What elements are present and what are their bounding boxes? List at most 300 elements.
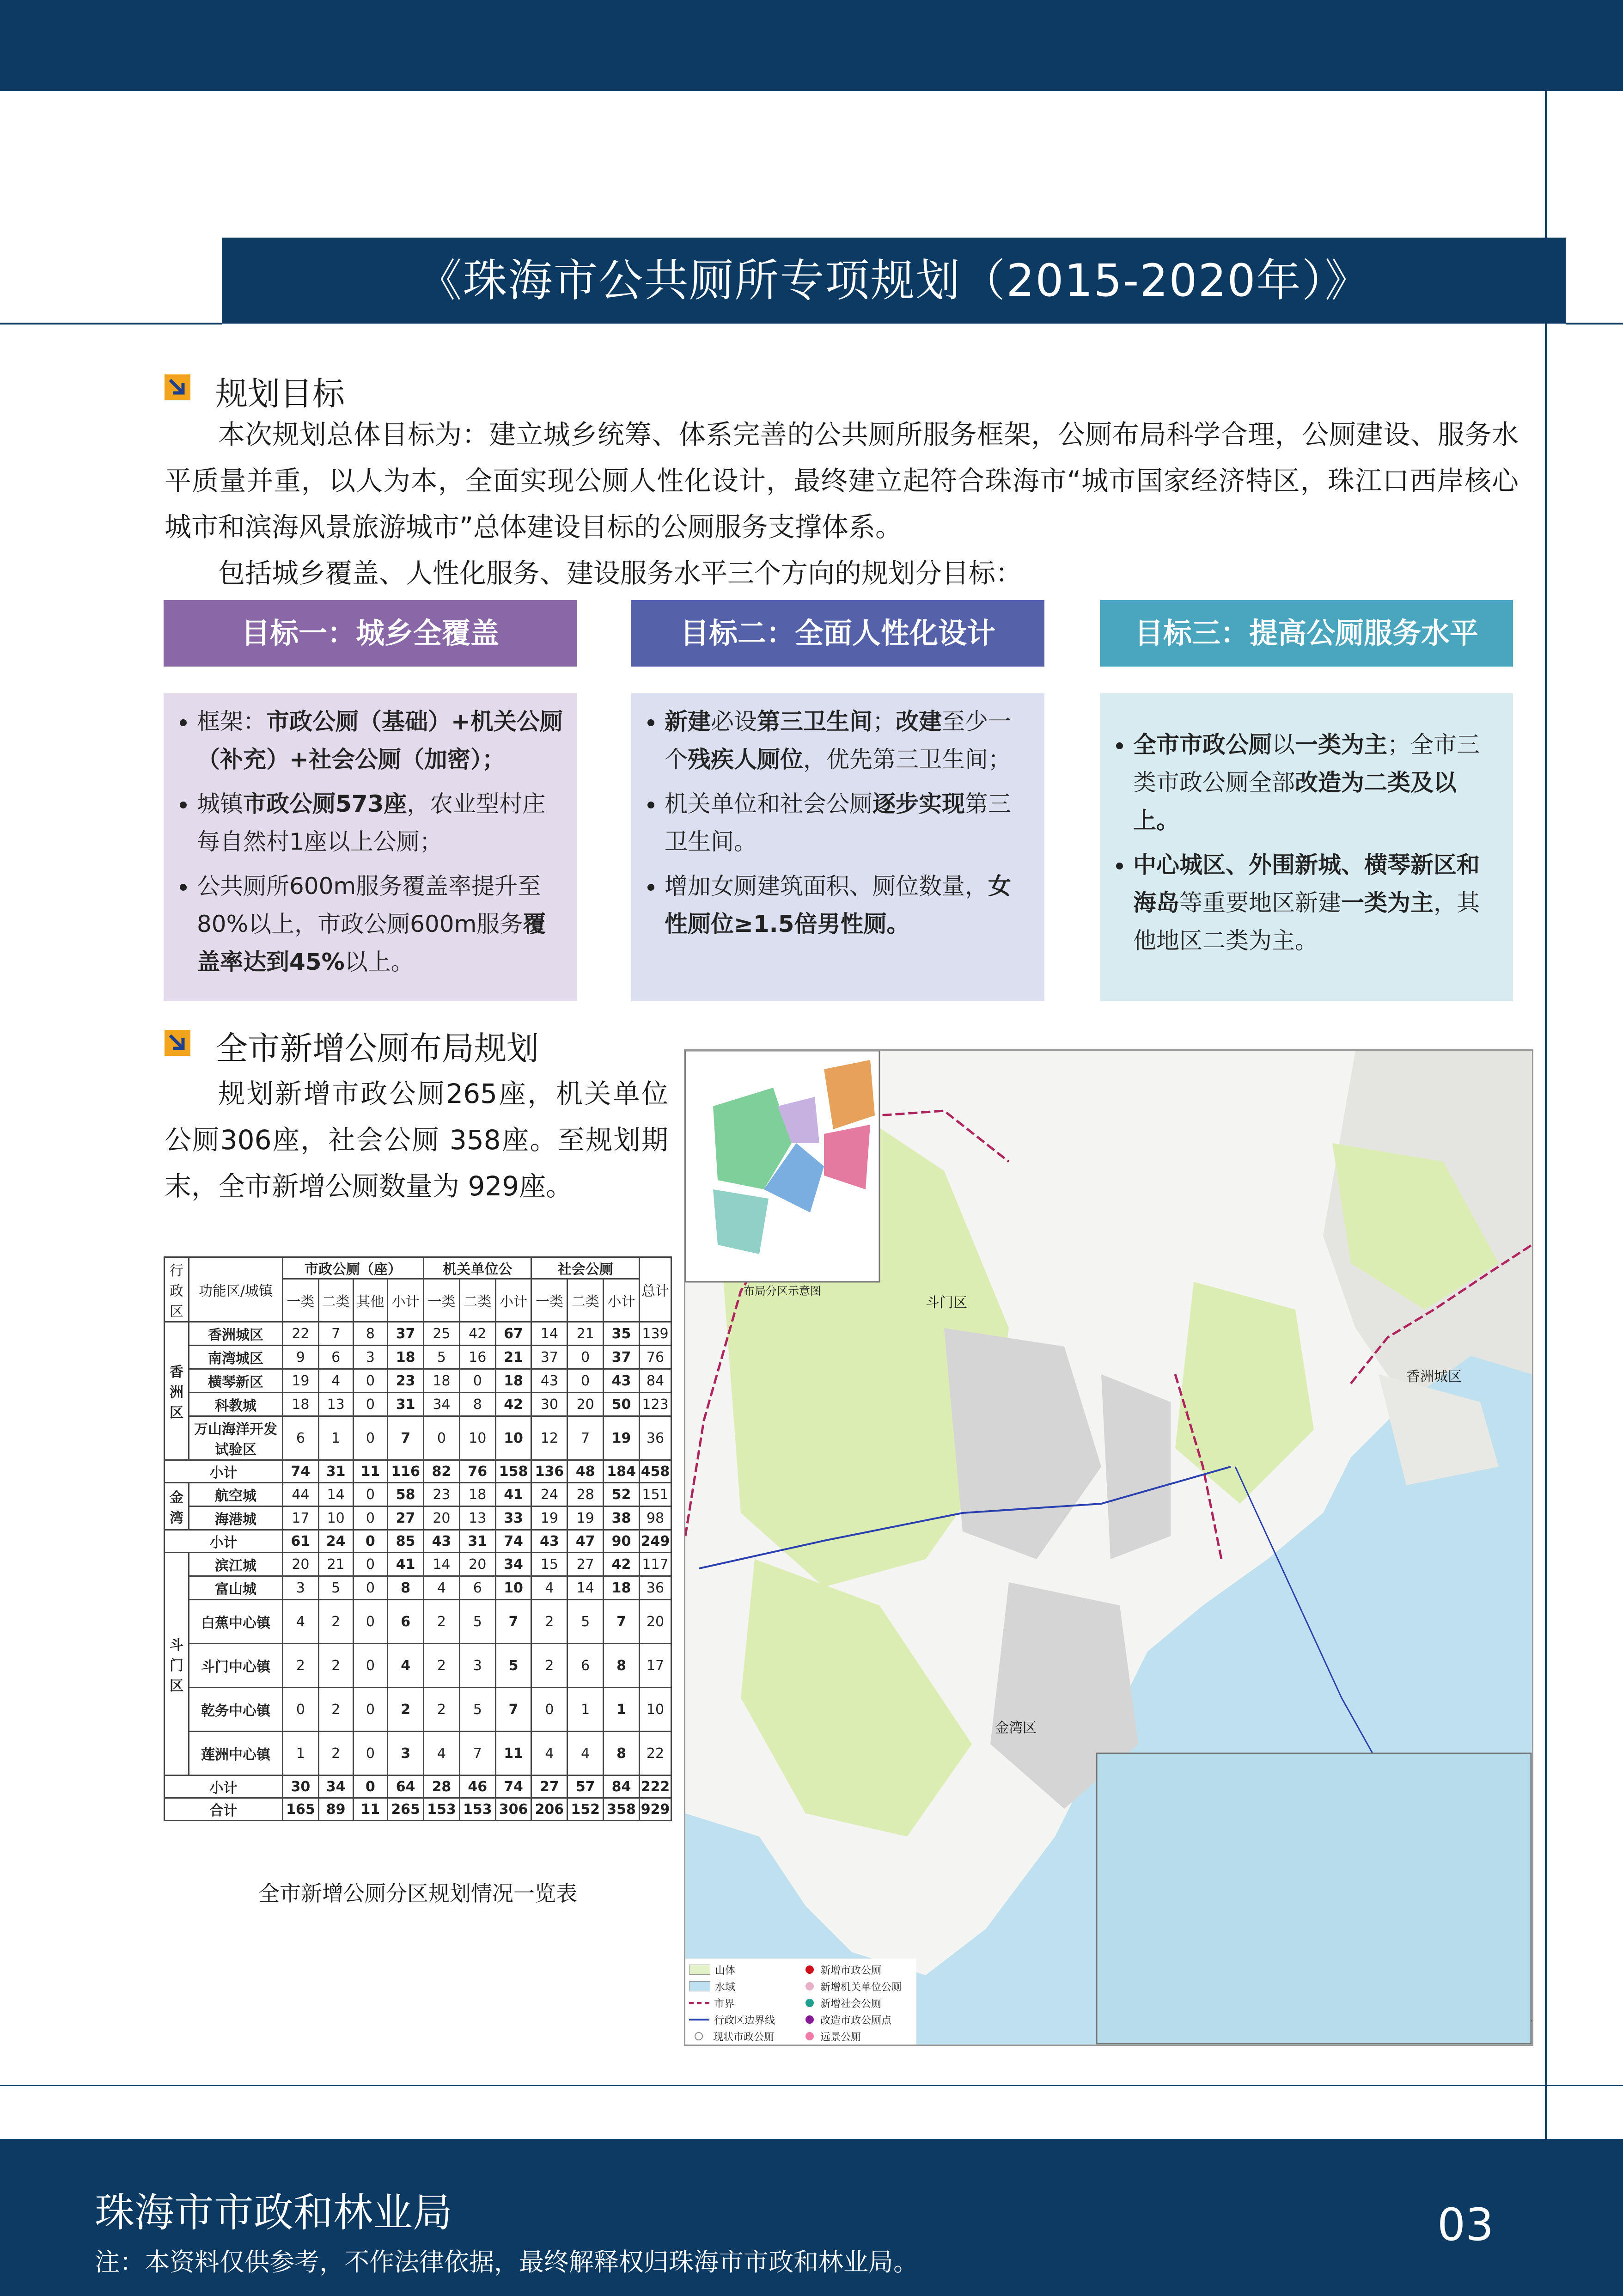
value-cell: 28 — [567, 1483, 604, 1506]
value-cell: 0 — [531, 1688, 567, 1732]
value-cell: 4 — [424, 1732, 460, 1776]
value-cell: 16 — [459, 1346, 495, 1369]
value-cell: 5 — [459, 1600, 495, 1644]
subtotal-cell: 57 — [567, 1776, 604, 1798]
legend-swatch — [805, 2032, 814, 2040]
value-cell: 117 — [640, 1553, 671, 1576]
subheader: 二类 — [567, 1279, 604, 1322]
value-cell: 7 — [495, 1600, 531, 1644]
total-row — [165, 1798, 671, 1821]
value-cell: 21 — [567, 1322, 604, 1346]
inset-caption: 布局分区示意图 — [744, 1285, 821, 1298]
goal-text-segment: ； — [873, 708, 896, 735]
value-cell: 5 — [495, 1644, 531, 1688]
subtotal-cell: 82 — [424, 1460, 460, 1483]
arrow-icon — [165, 374, 190, 400]
value-cell: 2 — [424, 1600, 460, 1644]
value-cell: 35 — [604, 1322, 640, 1346]
subtotal-cell: 24 — [318, 1530, 353, 1553]
value-cell: 6 — [459, 1576, 495, 1600]
subtotal-cell: 84 — [604, 1776, 640, 1798]
value-cell: 12 — [531, 1416, 567, 1460]
section-title-layout: 全市新增公厕布局规划 — [215, 1029, 539, 1067]
zone-name: 航空城 — [189, 1483, 283, 1506]
goal-text-segment: ，优先第三卫生间； — [803, 746, 1011, 773]
value-cell: 37 — [604, 1346, 640, 1369]
subtotal-cell: 28 — [424, 1776, 460, 1798]
top-banner — [0, 0, 1623, 91]
value-cell: 0 — [353, 1576, 388, 1600]
subtotal-cell: 158 — [495, 1460, 531, 1483]
goal-1-box — [164, 693, 577, 1001]
value-cell: 139 — [640, 1322, 671, 1346]
goal-text-segment: 全市市政公厕 — [1133, 731, 1272, 758]
map-legend — [685, 1959, 916, 2045]
value-cell: 2 — [531, 1644, 567, 1688]
header-social: 社会公厕 — [531, 1257, 640, 1279]
value-cell: 7 — [495, 1688, 531, 1732]
goal-1-item — [197, 867, 563, 981]
zone-name: 南湾城区 — [189, 1346, 283, 1369]
value-cell: 9 — [283, 1346, 319, 1369]
value-cell: 1 — [318, 1416, 353, 1460]
zone-name: 斗门中心镇 — [189, 1644, 283, 1688]
value-cell: 6 — [283, 1416, 319, 1460]
subtotal-cell: 47 — [567, 1530, 604, 1553]
subtotal-cell: 0 — [353, 1776, 388, 1798]
value-cell: 22 — [283, 1322, 319, 1346]
legend-label: 现状市政公厕 — [713, 2031, 775, 2043]
zone-name: 科教城 — [189, 1393, 283, 1416]
goal-text-segment: 覆盖率达到45% — [197, 911, 546, 975]
map-label-jinwan: 金湾区 — [995, 1720, 1037, 1736]
subtotal-label: 小计 — [165, 1776, 283, 1798]
value-cell: 41 — [388, 1553, 424, 1576]
value-cell: 37 — [388, 1322, 424, 1346]
subtotal-cell: 458 — [640, 1460, 671, 1483]
value-cell: 5 — [318, 1576, 353, 1600]
legend-item — [801, 1961, 912, 1978]
value-cell: 6 — [567, 1644, 604, 1688]
value-cell: 18 — [283, 1393, 319, 1416]
legend-swatch — [689, 1965, 710, 1975]
arrow-icon — [165, 1030, 190, 1056]
subtotal-cell: 184 — [604, 1460, 640, 1483]
map-label-doumen: 斗门区 — [926, 1295, 967, 1311]
value-cell: 0 — [353, 1416, 388, 1460]
goal-3-header: 目标三：提高公厕服务水平 — [1100, 600, 1513, 667]
value-cell: 0 — [459, 1369, 495, 1393]
value-cell: 2 — [318, 1688, 353, 1732]
value-cell: 0 — [424, 1416, 460, 1460]
legend-item — [801, 2011, 912, 2028]
table-row — [165, 1369, 671, 1393]
total-cell: 89 — [318, 1798, 353, 1821]
subtotal-cell: 27 — [531, 1776, 567, 1798]
title-rule-right — [1566, 323, 1623, 325]
value-cell: 0 — [353, 1732, 388, 1776]
goal-3-box — [1100, 693, 1513, 1001]
value-cell: 7 — [459, 1732, 495, 1776]
value-cell: 2 — [424, 1644, 460, 1688]
value-cell: 20 — [567, 1393, 604, 1416]
value-cell: 7 — [388, 1416, 424, 1460]
value-cell: 18 — [604, 1576, 640, 1600]
subtotal-cell: 31 — [318, 1460, 353, 1483]
value-cell: 67 — [495, 1322, 531, 1346]
total-cell: 165 — [283, 1798, 319, 1821]
value-cell: 4 — [424, 1576, 460, 1600]
subtotal-cell: 90 — [604, 1530, 640, 1553]
header-agency: 机关单位公 — [424, 1257, 531, 1279]
value-cell: 27 — [567, 1553, 604, 1576]
table-row — [165, 1644, 671, 1688]
value-cell: 19 — [567, 1506, 604, 1530]
table-row — [165, 1322, 671, 1346]
value-cell: 3 — [283, 1576, 319, 1600]
value-cell: 30 — [531, 1393, 567, 1416]
total-cell: 265 — [388, 1798, 424, 1821]
subtotal-cell: 46 — [459, 1776, 495, 1798]
map-label-xiangzhou: 香洲城区 — [1406, 1369, 1462, 1385]
right-border-line — [1545, 91, 1547, 2139]
legend-item — [689, 1961, 800, 1978]
value-cell: 2 — [283, 1644, 319, 1688]
value-cell: 0 — [353, 1644, 388, 1688]
page-title: 《珠海市公共厕所专项规划（2015-2020年）》 — [222, 238, 1566, 324]
subheader: 小计 — [388, 1279, 424, 1322]
goal-text-segment: ，其他地区二类为主。 — [1133, 889, 1480, 954]
value-cell: 0 — [353, 1506, 388, 1530]
zone-name: 富山城 — [189, 1576, 283, 1600]
value-cell: 38 — [604, 1506, 640, 1530]
value-cell: 8 — [353, 1322, 388, 1346]
value-cell: 8 — [388, 1576, 424, 1600]
layout-map — [684, 1049, 1533, 2046]
subtotal-row — [165, 1776, 671, 1798]
value-cell: 14 — [318, 1483, 353, 1506]
header-municipal: 市政公厕（座） — [283, 1257, 424, 1279]
value-cell: 1 — [604, 1688, 640, 1732]
legend-item — [689, 1978, 800, 1995]
legend-item — [801, 1978, 912, 1995]
value-cell: 0 — [283, 1688, 319, 1732]
legend-item — [801, 1995, 912, 2011]
subtotal-cell: 76 — [459, 1460, 495, 1483]
value-cell: 42 — [459, 1322, 495, 1346]
table-row — [165, 1346, 671, 1369]
goal-text-segment: 一类为主 — [1295, 731, 1387, 758]
subtotal-label: 小计 — [165, 1530, 283, 1553]
value-cell: 0 — [353, 1393, 388, 1416]
goal-text-segment: 第三卫生间。 — [665, 790, 1011, 855]
value-cell: 0 — [353, 1600, 388, 1644]
value-cell: 4 — [567, 1732, 604, 1776]
value-cell: 11 — [495, 1732, 531, 1776]
value-cell: 44 — [283, 1483, 319, 1506]
goal-text-segment: 等重要地区新建 — [1179, 889, 1341, 916]
value-cell: 10 — [640, 1688, 671, 1732]
goal-text-segment: 至少一个 — [665, 708, 1011, 773]
value-cell: 21 — [318, 1553, 353, 1576]
value-cell: 18 — [388, 1346, 424, 1369]
table-row — [165, 1416, 671, 1460]
total-cell: 929 — [640, 1798, 671, 1821]
legend-label: 水域 — [715, 1981, 736, 1993]
section-title-goals: 规划目标 — [215, 375, 345, 413]
subtotal-cell: 249 — [640, 1530, 671, 1553]
value-cell: 18 — [495, 1369, 531, 1393]
legend-label: 新增社会公厕 — [820, 1998, 882, 2010]
subtotal-cell: 64 — [388, 1776, 424, 1798]
subtotal-cell: 31 — [459, 1530, 495, 1553]
value-cell: 7 — [567, 1416, 604, 1460]
subtotal-cell: 116 — [388, 1460, 424, 1483]
legend-item — [689, 2028, 800, 2045]
value-cell: 7 — [604, 1600, 640, 1644]
value-cell: 0 — [353, 1553, 388, 1576]
table-caption: 全市新增公厕分区规划情况一览表 — [258, 1881, 577, 1906]
value-cell: 19 — [531, 1506, 567, 1530]
value-cell: 84 — [640, 1369, 671, 1393]
legend-label: 市界 — [714, 1998, 735, 2010]
table-row — [165, 1732, 671, 1776]
subheader: 小计 — [604, 1279, 640, 1322]
legend-label: 行政区边界线 — [714, 2014, 775, 2027]
goal-text-segment: 城镇 — [197, 790, 243, 817]
legend-swatch — [689, 2019, 709, 2020]
table-row — [165, 1506, 671, 1530]
district-name: 香洲区 — [165, 1322, 189, 1460]
goal-text-segment: 中心城区、外围新城、横琴新区和海岛 — [1133, 851, 1480, 916]
goal-3-item — [1133, 846, 1499, 960]
value-cell: 3 — [459, 1644, 495, 1688]
goal-2-header: 目标二：全面人性化设计 — [631, 600, 1044, 667]
value-cell: 20 — [459, 1553, 495, 1576]
subheader: 二类 — [459, 1279, 495, 1322]
goal-text-segment: 机关单位和社会公厕 — [665, 790, 873, 817]
total-cell: 358 — [604, 1798, 640, 1821]
goal-text-segment: 改建 — [896, 708, 942, 735]
zone-name: 横琴新区 — [189, 1369, 283, 1393]
value-cell: 43 — [604, 1369, 640, 1393]
subtotal-cell: 34 — [318, 1776, 353, 1798]
value-cell: 25 — [424, 1322, 460, 1346]
legend-label: 远景公厕 — [820, 2031, 861, 2043]
goal-text-segment: 改造为二类及以上。 — [1133, 769, 1457, 834]
table-row — [165, 1600, 671, 1644]
toilet-table-wrapper — [164, 1256, 672, 1821]
value-cell: 31 — [388, 1393, 424, 1416]
value-cell: 36 — [640, 1576, 671, 1600]
subtotal-cell: 61 — [283, 1530, 319, 1553]
value-cell: 10 — [495, 1416, 531, 1460]
value-cell: 17 — [283, 1506, 319, 1530]
goal-text-segment: 残疾人厕位 — [688, 746, 803, 773]
value-cell: 4 — [388, 1644, 424, 1688]
goal-text-segment: 框架： — [197, 708, 266, 735]
subtotal-cell: 30 — [283, 1776, 319, 1798]
value-cell: 13 — [459, 1506, 495, 1530]
legend-swatch — [805, 1982, 814, 1990]
legend-label: 改造市政公厕点 — [820, 2014, 892, 2027]
value-cell: 2 — [318, 1600, 353, 1644]
footer-bar — [0, 2139, 1623, 2296]
legend-label: 山体 — [715, 1965, 736, 1977]
value-cell: 33 — [495, 1506, 531, 1530]
subtotal-cell: 74 — [495, 1530, 531, 1553]
value-cell: 41 — [495, 1483, 531, 1506]
value-cell: 5 — [424, 1346, 460, 1369]
subtotal-cell: 43 — [531, 1530, 567, 1553]
total-cell: 153 — [424, 1798, 460, 1821]
legend-swatch — [695, 2032, 703, 2040]
legend-item — [689, 1995, 800, 2011]
value-cell: 4 — [318, 1369, 353, 1393]
goal-text-segment: 公共厕所600m服务覆盖率提升至80%以上，市政公厕600m服务 — [197, 873, 541, 937]
value-cell: 13 — [318, 1393, 353, 1416]
goals-paragraph-2: 包括城乡覆盖、人性化服务、建设服务水平三个方向的规划分目标： — [218, 557, 1023, 589]
goals-paragraph-1: 本次规划总体目标为：建立城乡统筹、体系完善的公共厕所服务框架，公厕布局科学合理，公厕建设、服务水平质量并重，以人为本，全面实现公厕人性化设计，最终建立起符合珠海市“城市国家经济特区，珠江口西岸核心城市和滨海风景旅游城市”总体建设目标的公厕服务支撑体系。 — [165, 419, 1519, 543]
value-cell: 2 — [318, 1732, 353, 1776]
value-cell: 2 — [531, 1600, 567, 1644]
goal-1-header: 目标一：城乡全覆盖 — [164, 600, 577, 667]
subtotal-cell: 222 — [640, 1776, 671, 1798]
goal-2-item — [665, 867, 1031, 943]
goal-text-segment: 新建 — [665, 708, 711, 735]
map-graphic — [685, 1051, 1532, 2045]
goal-text-segment: 增加女厕建筑面积、厕位数量， — [665, 873, 988, 900]
value-cell: 42 — [495, 1393, 531, 1416]
value-cell: 0 — [353, 1369, 388, 1393]
goal-text-segment: 必设 — [711, 708, 757, 735]
value-cell: 10 — [459, 1416, 495, 1460]
value-cell: 4 — [283, 1600, 319, 1644]
value-cell: 19 — [604, 1416, 640, 1460]
value-cell: 2 — [424, 1688, 460, 1732]
value-cell: 3 — [353, 1346, 388, 1369]
legend-swatch — [689, 1981, 710, 1991]
subtotal-cell: 85 — [388, 1530, 424, 1553]
value-cell: 5 — [567, 1600, 604, 1644]
value-cell: 37 — [531, 1346, 567, 1369]
value-cell: 10 — [495, 1576, 531, 1600]
legend-swatch — [805, 2015, 814, 2024]
district-name: 金湾 — [165, 1483, 189, 1530]
goal-3-item — [1133, 726, 1499, 839]
value-cell: 2 — [388, 1688, 424, 1732]
goal-text-segment: ；全市三类市政公厕全部 — [1133, 731, 1480, 796]
goal-text-segment: 市政公厕（基础）+机关公厕（补充）+社会公厕（加密）； — [197, 708, 563, 773]
header-total: 总计 — [640, 1257, 671, 1322]
goal-text-segment: 以上。 — [344, 949, 414, 975]
value-cell: 19 — [283, 1369, 319, 1393]
value-cell: 24 — [531, 1483, 567, 1506]
legend-swatch — [805, 1965, 814, 1974]
legend-item — [689, 2011, 800, 2028]
goal-2-item — [665, 703, 1031, 778]
table-row — [165, 1483, 671, 1506]
value-cell: 43 — [531, 1369, 567, 1393]
value-cell: 21 — [495, 1346, 531, 1369]
value-cell: 36 — [640, 1416, 671, 1460]
goal-2-box — [631, 693, 1044, 1001]
value-cell: 0 — [353, 1688, 388, 1732]
value-cell: 7 — [318, 1322, 353, 1346]
value-cell: 0 — [567, 1346, 604, 1369]
value-cell: 2 — [318, 1644, 353, 1688]
value-cell: 20 — [283, 1553, 319, 1576]
subheader: 一类 — [283, 1279, 319, 1322]
table-row — [165, 1576, 671, 1600]
value-cell: 17 — [640, 1644, 671, 1688]
value-cell: 50 — [604, 1393, 640, 1416]
subtotal-row — [165, 1460, 671, 1483]
goal-text-segment: 以 — [1272, 731, 1295, 758]
zone-name: 万山海洋开发试验区 — [189, 1416, 283, 1460]
value-cell: 42 — [604, 1553, 640, 1576]
total-label: 合计 — [165, 1798, 283, 1821]
value-cell: 14 — [424, 1553, 460, 1576]
subheader: 其他 — [353, 1279, 388, 1322]
goal-text-segment: 女性厕位≥1.5倍男性厕。 — [665, 873, 1011, 937]
total-cell: 206 — [531, 1798, 567, 1821]
table-row — [165, 1553, 671, 1576]
layout-paragraph: 规划新增市政公厕265座，机关单位公厕306座，社会公厕 358座。至规划期末，全市新增公厕数量为 929座。 — [165, 1078, 668, 1202]
subtotal-cell: 136 — [531, 1460, 567, 1483]
value-cell: 0 — [353, 1483, 388, 1506]
total-cell: 306 — [495, 1798, 531, 1821]
page-number: 03 — [1437, 2199, 1494, 2251]
value-cell: 3 — [388, 1732, 424, 1776]
total-cell: 152 — [567, 1798, 604, 1821]
legend-item — [801, 2028, 912, 2045]
value-cell: 18 — [459, 1483, 495, 1506]
header-zone: 功能区/城镇 — [189, 1257, 283, 1322]
subheader: 小计 — [495, 1279, 531, 1322]
value-cell: 52 — [604, 1483, 640, 1506]
value-cell: 98 — [640, 1506, 671, 1530]
goal-text-segment: ，农业型村庄每自然村1座以上公厕； — [197, 790, 546, 855]
subtotal-cell: 74 — [495, 1776, 531, 1798]
value-cell: 27 — [388, 1506, 424, 1530]
subtotal-cell: 0 — [353, 1530, 388, 1553]
value-cell: 23 — [388, 1369, 424, 1393]
value-cell: 0 — [567, 1369, 604, 1393]
value-cell: 123 — [640, 1393, 671, 1416]
value-cell: 18 — [424, 1369, 460, 1393]
goal-text-segment: 第三卫生间 — [757, 708, 873, 735]
value-cell: 8 — [604, 1732, 640, 1776]
zone-name: 莲洲中心镇 — [189, 1732, 283, 1776]
value-cell: 1 — [567, 1688, 604, 1732]
subheader: 一类 — [531, 1279, 567, 1322]
value-cell: 4 — [531, 1732, 567, 1776]
zone-name: 乾务中心镇 — [189, 1688, 283, 1732]
title-rule-left — [0, 323, 222, 325]
value-cell: 34 — [495, 1553, 531, 1576]
goal-text-segment: 市政公厕573座 — [243, 790, 407, 817]
total-cell: 153 — [459, 1798, 495, 1821]
footer-org: 珠海市市政和林业局 — [95, 2190, 452, 2236]
toilet-distribution-table — [164, 1256, 672, 1821]
goal-text-segment: 一类为主 — [1341, 889, 1434, 916]
district-name: 斗门区 — [165, 1553, 189, 1776]
subtotal-label: 小计 — [165, 1460, 283, 1483]
value-cell: 58 — [388, 1483, 424, 1506]
table-row — [165, 1393, 671, 1416]
goal-2-item — [665, 785, 1031, 861]
